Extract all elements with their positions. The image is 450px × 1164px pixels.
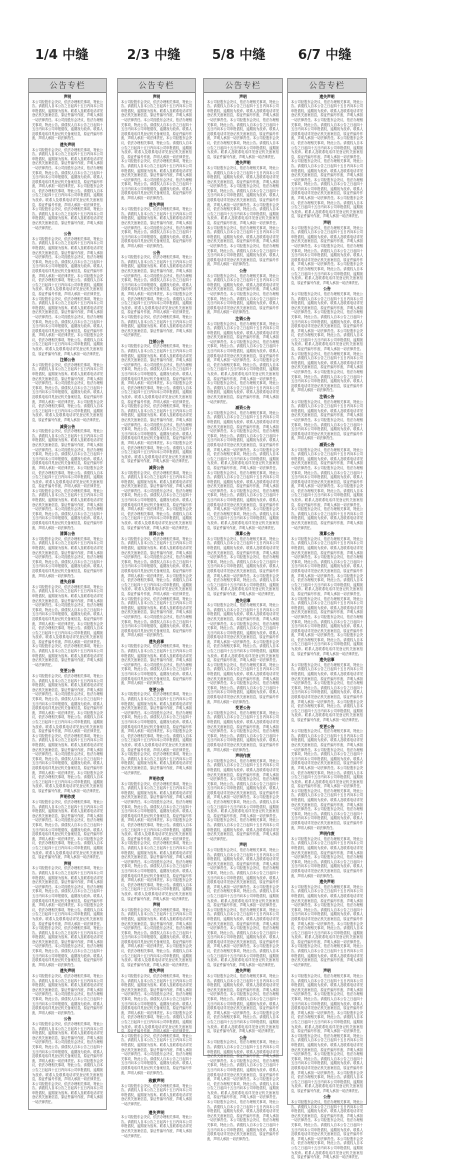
- column-title-1: 1/4 中缝: [35, 48, 89, 63]
- footer-notice-text: 本公司经股东会决议，依法办理相关事项，特此公告。请债权人自本公告之日起四十五日内向本公司申报债权，逾期视为放弃。联系人及联系电话详见登记机关备案信息，原证件编号作废，声明人承担一切法律责任。: [121, 1083, 192, 1107]
- notice-item: [291, 287, 363, 393]
- column-body: [288, 93, 366, 1164]
- notice-title: 注销公告: [148, 338, 165, 344]
- notice-text: 本公司经股东会决议，依法办理相关事项，特此公告。请债权人自本公告之日起四十五日内向本公司申报债权，逾期视为放弃。联系人及联系电话详见登记机关备案信息，原证件编号作废，声明人承担一切法律责任。本公司经股东会决议，依法办理相关事项，特此公告。请债权人自本公告之日起四十五日内向本公司申报债权，逾期视为放弃。联系人及联系电话详见登记机关备案信息，原证件编号作废，声明人承担一切法律责任。本公司经股东会决议，依法办理相关事项，特此公告。请债权人自本公告之日起四十五日内向本公司申报债权，逾期视为放弃。联系人及联系电话详见登记机关备案信息，原证件编号作废，声明人承担一切法律责任。本公司经股东会决议，依法办理相关事项，特此公告。请债权人自本公告之日起四十五日内向本公司申报债权，逾期视为放弃。联系人及联系电话详见登记机关备案信息，原证件编号作废，声明人承担一切法律责任。: [32, 1021, 103, 1105]
- notice-text: 本公司经股东会决议，依法办理相关事项，特此公告。请债权人自本公告之日起四十五日内向本公司申报债权，逾期视为放弃。联系人及联系电话详见登记机关备案信息，原证件编号作废，声明人承担一切法律责任。本公司经股东会决议，依法办理相关事项，特此公告。请债权人自本公告之日起四十五日内向本公司申报债权，逾期视为放弃。联系人及联系电话详见登记机关备案信息，原证件编号作废，声明人承担一切法律责任。: [32, 99, 103, 141]
- notice-item: [121, 251, 192, 338]
- notice-text: 本公司经股东会决议，依法办理相关事项，特此公告。请债权人自本公告之日起四十五日内向本公司申报债权，逾期视为放弃。联系人及联系电话详见登记机关备案信息，原证件编号作废，声明人承担一切法律责任。本公司经股东会决议，依法办理相关事项，特此公告。请债权人自本公告之日起四十五日内向本公司申报债权，逾期视为放弃。联系人及联系电话详见登记机关备案信息，原证件编号作废，声明人承担一切法律责任。本公司经股东会决议，依法办理相关事项，特此公告。请债权人自本公告之日起四十五日内向本公司申报债权，逾期视为放弃。联系人及联系电话详见登记机关备案信息，原证件编号作废，声明人承担一切法律责任。本公司经股东会决议，依法办理相关事项，特此公告。请债权人自本公告之日起四十五日内向本公司申报债权，逾期视为放弃。联系人及联系电话详见登记机关备案信息，原证件编号作废，声明人承担一切法律责任。本公司经股东会决议，依法办理相关事项，特此公告。请债权人自本公告之日起四十五日内向本公司申报债权，逾期视为放弃。联系人及联系电话详见登记机关备案信息，原证件编号作废，声明人承担一切法律责任。: [121, 536, 192, 638]
- column-header: 公告专栏: [204, 79, 282, 93]
- column-title-2: 2/3 中缝: [127, 48, 181, 63]
- footer-notice-text: 本公司经股东会决议，依法办理相关事项，特此公告。请债权人自本公告之日起四十五日内向本公司申报债权，逾期视为放弃。联系人及联系电话详见登记机关备案信息，原证件编号作废，声明人承担一切法律责任。: [121, 1115, 192, 1138]
- notice-title: 声明: [63, 860, 72, 866]
- notice-text: 本公司经股东会决议，依法办理相关事项，特此公告。请债权人自本公告之日起四十五日内向本公司申报债权，逾期视为放弃。联系人及联系电话详见登记机关备案信息，原证件编号作废，声明人承担一切法律责任。本公司经股东会决议，依法办理相关事项，特此公告。请债权人自本公告之日起四十五日内向本公司申报债权，逾期视为放弃。联系人及联系电话详见登记机关备案信息，原证件编号作废，声明人承担一切法律责任。本公司经股东会决议，依法办理相关事项，特此公告。请债权人自本公告之日起四十五日内向本公司申报债权，逾期视为放弃。联系人及联系电话详见登记机关备案信息，原证件编号作废，声明人承担一切法律责任。本公司经股东会决议，依法办理相关事项，特此公告。请债权人自本公告之日起四十五日内向本公司申报债权，逾期视为放弃。联系人及联系电话详见登记机关备案信息，原证件编号作废，声明人承担一切法律责任。本公司经股东会决议，依法办理相关事项，特此公告。请债权人自本公告之日起四十五日内向本公司申报债权，逾期视为放弃。联系人及联系电话详见登记机关备案信息，原证件编号作废，声明人承担一切法律责任。本公司经股东会决议，依法办理相关事项，特此公告。请债权人自本公告之日起四十五日内向本公司申报债权，逾期视为放弃。联系人及联系电话详见登记机关备案信息，原证件编号作废，声明人承担一切法律责任。: [121, 344, 192, 464]
- notice-title: 遗失声明: [59, 968, 76, 974]
- notice-title: 减资公告: [319, 441, 335, 447]
- notice-title: 公告: [323, 286, 331, 292]
- notice-item: [32, 358, 103, 422]
- notice-title: 声明作废: [235, 753, 251, 759]
- notice-item: [121, 903, 192, 967]
- notice-text: 本公司经股东会决议，依法办理相关事项，特此公告。请债权人自本公告之日起四十五日内向本公司申报债权，逾期视为放弃。联系人及联系电话详见登记机关备案信息，原证件编号作废，声明人承担一切法律责任。本公司经股东会决议，依法办理相关事项，特此公告。请债权人自本公告之日起四十五日内向本公司申报债权，逾期视为放弃。联系人及联系电话详见登记机关备案信息，原证件编号作废，声明人承担一切法律责任。本公司经股东会决议，依法办理相关事项，特此公告。请债权人自本公告之日起四十五日内向本公司申报债权，逾期视为放弃。联系人及联系电话详见登记机关备案信息，原证件编号作废，声明人承担一切法律责任。本公司经股东会决议，依法办理相关事项，特此公告。请债权人自本公告之日起四十五日内向本公司申报债权，逾期视为放弃。联系人及联系电话详见登记机关备案信息，原证件编号作废，声明人承担一切法律责任。: [207, 321, 279, 404]
- notice-text: 本公司经股东会决议，依法办理相关事项，特此公告。请债权人自本公告之日起四十五日内向本公司申报债权，逾期视为放弃。联系人及联系电话详见登记机关备案信息，原证件编号作废，声明人承担一切法律责任。本公司经股东会决议，依法办理相关事项，特此公告。请债权人自本公告之日起四十五日内向本公司申报债权，逾期视为放弃。联系人及联系电话详见登记机关备案信息，原证件编号作废，声明人承担一切法律责任。: [207, 273, 279, 315]
- notice-title: 声明: [63, 94, 72, 99]
- notice-item: [207, 161, 279, 267]
- notice-title: 遗失声明: [319, 94, 335, 99]
- notice-item: [207, 317, 279, 404]
- column-header: 公告专栏: [29, 79, 106, 93]
- notice-text: 本公司经股东会决议，依法办理相关事项，特此公告。请债权人自本公告之日起四十五日内向本公司申报债权，逾期视为放弃。联系人及联系电话详见登记机关备案信息，原证件编号作废，声明人承担一切法律责任。本公司经股东会决议，依法办理相关事项，特此公告。请债权人自本公告之日起四十五日内向本公司申报债权，逾期视为放弃。联系人及联系电话详见登记机关备案信息，原证件编号作废，声明人承担一切法律责任。本公司经股东会决议，依法办理相关事项，特此公告。请债权人自本公告之日起四十五日内向本公司申报债权，逾期视为放弃。联系人及联系电话详见登记机关备案信息，原证件编号作废，声明人承担一切法律责任。本公司经股东会决议，依法办理相关事项，特此公告。请债权人自本公告之日起四十五日内向本公司申报债权，逾期视为放弃。联系人及联系电话详见登记机关备案信息，原证件编号作废，声明人承担一切法律责任。本公司经股东会决议，依法办理相关事项，特此公告。请债权人自本公告之日起四十五日内向本公司申报债权，逾期视为放弃。联系人及联系电话详见登记机关备案信息，原证件编号作废，声明人承担一切法律责任。: [291, 291, 363, 393]
- notice-title: 注销公告: [235, 315, 251, 321]
- notice-item: [291, 880, 363, 967]
- notice-item: [207, 269, 279, 315]
- notice-item: [32, 1017, 103, 1104]
- notice-title: 遗失声明: [59, 141, 76, 147]
- notice-text: 本公司经股东会决议，依法办理相关事项，特此公告。请债权人自本公告之日起四十五日内向本公司申报债权，逾期视为放弃。联系人及联系电话详见登记机关备案信息，原证件编号作废，声明人承担一切法律责任。本公司经股东会决议，依法办理相关事项，特此公告。请债权人自本公告之日起四十五日内向本公司申报债权，逾期视为放弃。联系人及联系电话详见登记机关备案信息，原证件编号作废，声明人承担一切法律责任。本公司经股东会决议，依法办理相关事项，特此公告。请债权人自本公告之日起四十五日内向本公司申报债权，逾期视为放弃。联系人及联系电话详见登记机关备案信息，原证件编号作废，声明人承担一切法律责任。本公司经股东会决议，依法办理相关事项，特此公告。请债权人自本公告之日起四十五日内向本公司申报债权，逾期视为放弃。联系人及联系电话详见登记机关备案信息，原证件编号作废，声明人承担一切法律责任。: [32, 584, 103, 667]
- notice-item: [291, 443, 363, 530]
- notice-title: 声明: [152, 94, 161, 99]
- notice-text: 本公司经股东会决议，依法办理相关事项，特此公告。请债权人自本公告之日起四十五日内向本公司申报债权，逾期视为放弃。联系人及联系电话详见登记机关备案信息，原证件编号作废，声明人承担一切法律责任。本公司经股东会决议，依法办理相关事项，特此公告。请债权人自本公告之日起四十五日内向本公司申报债权，逾期视为放弃。联系人及联系电话详见登记机关备案信息，原证件编号作废，声明人承担一切法律责任。本公司经股东会决议，依法办理相关事项，特此公告。请债权人自本公告之日起四十五日内向本公司申报债权，逾期视为放弃。联系人及联系电话详见登记机关备案信息，原证件编号作废，声明人承担一切法律责任。本公司经股东会决议，依法办理相关事项，特此公告。请债权人自本公告之日起四十五日内向本公司申报债权，逾期视为放弃。联系人及联系电话详见登记机关备案信息，原证件编号作废，声明人承担一切法律责任。本公司经股东会决议，依法办理相关事项，特此公告。请债权人自本公告之日起四十五日内向本公司申报债权，逾期视为放弃。联系人及联系电话详见登记机关备案信息，原证件编号作废，声明人承担一切法律责任。: [207, 165, 279, 267]
- notice-title: 遗失声明: [235, 160, 251, 166]
- notice-title: 声明: [239, 94, 247, 99]
- notice-item: [32, 232, 103, 356]
- notice-text: 本公司经股东会决议，依法办理相关事项，特此公告。请债权人自本公告之日起四十五日内向本公司申报债权，逾期视为放弃。联系人及联系电话详见登记机关备案信息，原证件编号作废，声明人承担一切法律责任。本公司经股东会决议，依法办理相关事项，特此公告。请债权人自本公告之日起四十五日内向本公司申报债权，逾期视为放弃。联系人及联系电话详见登记机关备案信息，原证件编号作废，声明人承担一切法律责任。: [207, 710, 279, 752]
- notice-title: 公告: [323, 1094, 331, 1100]
- notice-item: [291, 969, 363, 1093]
- notice-item: [121, 969, 192, 1075]
- notice-item: [291, 221, 363, 285]
- notice-item: [32, 862, 103, 968]
- notice-item: [121, 688, 192, 775]
- notice-title: 遗失启事: [235, 597, 251, 603]
- notice-text: 本公司经股东会决议，依法办理相关事项，特此公告。请债权人自本公告之日起四十五日内向本公司申报债权，逾期视为放弃。联系人及联系电话详见登记机关备案信息，原证件编号作废，声明人承担一切法律责任。本公司经股东会决议，依法办理相关事项，特此公告。请债权人自本公告之日起四十五日内向本公司申报债权，逾期视为放弃。联系人及联系电话详见登记机关备案信息，原证件编号作废，声明人承担一切法律责任。本公司经股东会决议，依法办理相关事项，特此公告。请债权人自本公告之日起四十五日内向本公司申报债权，逾期视为放弃。联系人及联系电话详见登记机关备案信息，原证件编号作废，声明人承担一切法律责任。: [291, 662, 363, 722]
- notice-title: 声明: [323, 220, 331, 226]
- notice-text: 本公司经股东会决议，依法办理相关事项，特此公告。请债权人自本公告之日起四十五日内向本公司申报债权，逾期视为放弃。联系人及联系电话详见登记机关备案信息，原证件编号作废，声明人承担一切法律责任。本公司经股东会决议，依法办理相关事项，特此公告。请债权人自本公告之日起四十五日内向本公司申报债权，逾期视为放弃。联系人及联系电话详见登记机关备案信息，原证件编号作废，声明人承担一切法律责任。本公司经股东会决议，依法办理相关事项，特此公告。请债权人自本公告之日起四十五日内向本公司申报债权，逾期视为放弃。联系人及联系电话详见登记机关备案信息，原证件编号作废，声明人承担一切法律责任。本公司经股东会决议，依法办理相关事项，特此公告。请债权人自本公告之日起四十五日内向本公司申报债权，逾期视为放弃。联系人及联系电话详见登记机关备案信息，原证件编号作废，声明人承担一切法律责任。本公司经股东会决议，依法办理相关事项，特此公告。请债权人自本公告之日起四十五日内向本公司申报债权，逾期视为放弃。联系人及联系电话详见登记机关备案信息，原证件编号作废，声明人承担一切法律责任。本公司经股东会决议，依法办理相关事项，特此公告。请债权人自本公告之日起四十五日内向本公司申报债权，逾期视为放弃。联系人及联系电话详见登记机关备案信息，原证件编号作废，声明人承担一切法律责任。: [207, 410, 279, 530]
- notice-title: 注销公告: [319, 394, 335, 399]
- notice-title: 遗失启事: [148, 638, 165, 644]
- notice-title: 声明: [152, 902, 161, 908]
- notice-item: [291, 532, 363, 656]
- notice-text: 本公司经股东会决议，依法办理相关事项，特此公告。请债权人自本公告之日起四十五日内向本公司申报债权，逾期视为放弃。联系人及联系电话详见登记机关备案信息，原证件编号作废，声明人承担一切法律责任。本公司经股东会决议，依法办理相关事项，特此公告。请债权人自本公告之日起四十五日内向本公司申报债权，逾期视为放弃。联系人及联系电话详见登记机关备案信息，原证件编号作废，声明人承担一切法律责任。本公司经股东会决议，依法办理相关事项，特此公告。请债权人自本公告之日起四十五日内向本公司申报债权，逾期视为放弃。联系人及联系电话详见登记机关备案信息，原证件编号作废，声明人承担一切法律责任。本公司经股东会决议，依法办理相关事项，特此公告。请债权人自本公告之日起四十五日内向本公司申报债权，逾期视为放弃。联系人及联系电话详见登记机关备案信息，原证件编号作废，声明人承担一切法律责任。本公司经股东会决议，依法办理相关事项，特此公告。请债权人自本公告之日起四十五日内向本公司申报债权，逾期视为放弃。联系人及联系电话详见登记机关备案信息，原证件编号作废，声明人承担一切法律责任。: [207, 1040, 279, 1141]
- notice-item: [32, 669, 103, 793]
- notice-text: 本公司经股东会决议，依法办理相关事项，特此公告。请债权人自本公告之日起四十五日内向本公司申报债权，逾期视为放弃。联系人及联系电话详见登记机关备案信息，原证件编号作废，声明人承担一切法律责任。本公司经股东会决议，依法办理相关事项，特此公告。请债权人自本公告之日起四十五日内向本公司申报债权，逾期视为放弃。联系人及联系电话详见登记机关备案信息，原证件编号作废，声明人承担一切法律责任。本公司经股东会决议，依法办理相关事项，特此公告。请债权人自本公告之日起四十五日内向本公司申报债权，逾期视为放弃。联系人及联系电话详见登记机关备案信息，原证件编号作废，声明人承担一切法律责任。本公司经股东会决议，依法办理相关事项，特此公告。请债权人自本公告之日起四十五日内向本公司申报债权，逾期视为放弃。联系人及联系电话详见登记机关备案信息，原证件编号作废，声明人承担一切法律责任。: [32, 147, 103, 230]
- notice-title: 变更公告: [319, 723, 335, 729]
- notice-text: 本公司经股东会决议，依法办理相关事项，特此公告。请债权人自本公告之日起四十五日内向本公司申报债权，逾期视为放弃。联系人及联系电话详见登记机关备案信息，原证件编号作废，声明人承担一切法律责任。本公司经股东会决议，依法办理相关事项，特此公告。请债权人自本公告之日起四十五日内向本公司申报债权，逾期视为放弃。联系人及联系电话详见登记机关备案信息，原证件编号作废，声明人承担一切法律责任。: [121, 207, 192, 248]
- notice-title: 遗失声明: [148, 201, 165, 207]
- column-body: [204, 93, 282, 1145]
- notice-item: [291, 95, 363, 219]
- column-header: 公告专栏: [288, 79, 366, 93]
- notice-text: 本公司经股东会决议，依法办理相关事项，特此公告。请债权人自本公告之日起四十五日内向本公司申报债权，逾期视为放弃。联系人及联系电话详见登记机关备案信息，原证件编号作废，声明人承担一切法律责任。本公司经股东会决议，依法办理相关事项，特此公告。请债权人自本公告之日起四十五日内向本公司申报债权，逾期视为放弃。联系人及联系电话详见登记机关备案信息，原证件编号作废，声明人承担一切法律责任。本公司经股东会决议，依法办理相关事项，特此公告。请债权人自本公告之日起四十五日内向本公司申报债权，逾期视为放弃。联系人及联系电话详见登记机关备案信息，原证件编号作废，声明人承担一切法律责任。本公司经股东会决议，依法办理相关事项，特此公告。请债权人自本公告之日起四十五日内向本公司申报债权，逾期视为放弃。联系人及联系电话详见登记机关备案信息，原证件编号作废，声明人承担一切法律责任。: [121, 692, 192, 775]
- notice-column-1: [28, 78, 107, 1110]
- column-body: [29, 93, 106, 1109]
- notice-title: 声明作废: [59, 794, 76, 800]
- notice-item: [121, 95, 192, 201]
- notice-item: [291, 395, 363, 441]
- notice-column-4: [287, 78, 367, 1160]
- notice-text: 本公司经股东会决议，依法办理相关事项，特此公告。请债权人自本公告之日起四十五日内向本公司申报债权，逾期视为放弃。联系人及联系电话详见登记机关备案信息，原证件编号作废，声明人承担一切法律责任。本公司经股东会决议，依法办理相关事项，特此公告。请债权人自本公告之日起四十五日内向本公司申报债权，逾期视为放弃。联系人及联系电话详见登记机关备案信息，原证件编号作废，声明人承担一切法律责任。本公司经股东会决议，依法办理相关事项，特此公告。请债权人自本公告之日起四十五日内向本公司申报债权，逾期视为放弃。联系人及联系电话详见登记机关备案信息，原证件编号作废，声明人承担一切法律责任。本公司经股东会决议，依法办理相关事项，特此公告。请债权人自本公告之日起四十五日内向本公司申报债权，逾期视为放弃。联系人及联系电话详见登记机关备案信息，原证件编号作废，声明人承担一切法律责任。本公司经股东会决议，依法办理相关事项，特此公告。请债权人自本公告之日起四十五日内向本公司申报债权，逾期视为放弃。联系人及联系电话详见登记机关备案信息，原证件编号作废，声明人承担一切法律责任。本公司经股东会决议，依法办理相关事项，特此公告。请债权人自本公告之日起四十五日内向本公司申报债权，逾期视为放弃。联系人及联系电话详见登记机关备案信息，原证件编号作废，声明人承担一切法律责任。: [121, 781, 192, 901]
- notice-title: 变更公告: [59, 668, 76, 674]
- notice-item: [291, 1095, 363, 1159]
- notice-item: [121, 340, 192, 464]
- column-title-4: 6/7 中缝: [298, 48, 352, 63]
- notice-title: 声明作废: [319, 831, 335, 837]
- notice-item: [207, 95, 279, 159]
- notice-title: 清算公告: [148, 531, 165, 537]
- notice-title: 变更公告: [148, 686, 165, 692]
- notice-text: 本公司经股东会决议，依法办理相关事项，特此公告。请债权人自本公告之日起四十五日内向本公司申报债权，逾期视为放弃。联系人及联系电话详见登记机关备案信息，原证件编号作废，声明人承担一切法律责任。本公司经股东会决议，依法办理相关事项，特此公告。请债权人自本公告之日起四十五日内向本公司申报债权，逾期视为放弃。联系人及联系电话详见登记机关备案信息，原证件编号作废，声明人承担一切法律责任。本公司经股东会决议，依法办理相关事项，特此公告。请债权人自本公告之日起四十五日内向本公司申报债权，逾期视为放弃。联系人及联系电话详见登记机关备案信息，原证件编号作废，声明人承担一切法律责任。本公司经股东会决议，依法办理相关事项，特此公告。请债权人自本公告之日起四十五日内向本公司申报债权，逾期视为放弃。联系人及联系电话详见登记机关备案信息，原证件编号作废，声明人承担一切法律责任。本公司经股东会决议，依法办理相关事项，特此公告。请债权人自本公告之日起四十五日内向本公司申报债权，逾期视为放弃。联系人及联系电话详见登记机关备案信息，原证件编号作废，声明人承担一切法律责任。: [291, 729, 363, 830]
- notice-text: 本公司经股东会决议，依法办理相关事项，特此公告。请债权人自本公告之日起四十五日内向本公司申报债权，逾期视为放弃。联系人及联系电话详见登记机关备案信息，原证件编号作废，声明人承担一切法律责任。本公司经股东会决议，依法办理相关事项，特此公告。请债权人自本公告之日起四十五日内向本公司申报债权，逾期视为放弃。联系人及联系电话详见登记机关备案信息，原证件编号作废，声明人承担一切法律责任。: [32, 536, 103, 578]
- notice-title: 公告: [152, 249, 161, 255]
- notice-text: 本公司经股东会决议，依法办理相关事项，特此公告。请债权人自本公告之日起四十五日内向本公司申报债权，逾期视为放弃。联系人及联系电话详见登记机关备案信息，原证件编号作废，声明人承担一切法律责任。本公司经股东会决议，依法办理相关事项，特此公告。请债权人自本公告之日起四十五日内向本公司申报债权，逾期视为放弃。联系人及联系电话详见登记机关备案信息，原证件编号作废，声明人承担一切法律责任。本公司经股东会决议，依法办理相关事项，特此公告。请债权人自本公告之日起四十五日内向本公司申报债权，逾期视为放弃。联系人及联系电话详见登记机关备案信息，原证件编号作废，声明人承担一切法律责任。本公司经股东会决议，依法办理相关事项，特此公告。请债权人自本公告之日起四十五日内向本公司申报债权，逾期视为放弃。联系人及联系电话详见登记机关备案信息，原证件编号作废，声明人承担一切法律责任。本公司经股东会决议，依法办理相关事项，特此公告。请债权人自本公告之日起四十五日内向本公司申报债权，逾期视为放弃。联系人及联系电话详见登记机关备案信息，原证件编号作废，声明人承担一切法律责任。本公司经股东会决议，依法办理相关事项，特此公告。请债权人自本公告之日起四十五日内向本公司申报债权，逾期视为放弃。联系人及联系电话详见登记机关备案信息，原证件编号作废，声明人承担一切法律责任。: [291, 99, 363, 219]
- notice-text: 本公司经股东会决议，依法办理相关事项，特此公告。请债权人自本公告之日起四十五日内向本公司申报债权，逾期视为放弃。联系人及联系电话详见登记机关备案信息，原证件编号作废，声明人承担一切法律责任。本公司经股东会决议，依法办理相关事项，特此公告。请债权人自本公告之日起四十五日内向本公司申报债权，逾期视为放弃。联系人及联系电话详见登记机关备案信息，原证件编号作废，声明人承担一切法律责任。本公司经股东会决议，依法办理相关事项，特此公告。请债权人自本公告之日起四十五日内向本公司申报债权，逾期视为放弃。联系人及联系电话详见登记机关备案信息，原证件编号作废，声明人承担一切法律责任。本公司经股东会决议，依法办理相关事项，特此公告。请债权人自本公告之日起四十五日内向本公司申报债权，逾期视为放弃。联系人及联系电话详见登记机关备案信息，原证件编号作废，声明人承担一切法律责任。: [207, 758, 279, 841]
- notice-title: 遗失声明: [148, 968, 165, 974]
- notice-text: 本公司经股东会决议，依法办理相关事项，特此公告。请债权人自本公告之日起四十五日内向本公司申报债权，逾期视为放弃。联系人及联系电话详见登记机关备案信息，原证件编号作废，声明人承担一切法律责任。本公司经股东会决议，依法办理相关事项，特此公告。请债权人自本公告之日起四十五日内向本公司申报债权，逾期视为放弃。联系人及联系电话详见登记机关备案信息，原证件编号作废，声明人承担一切法律责任。本公司经股东会决议，依法办理相关事项，特此公告。请债权人自本公告之日起四十五日内向本公司申报债权，逾期视为放弃。联系人及联系电话详见登记机关备案信息，原证件编号作废，声明人承担一切法律责任。: [32, 800, 103, 860]
- notice-title: 遗失启事: [59, 579, 76, 585]
- notice-item: [207, 969, 279, 1033]
- notice-item: [291, 725, 363, 831]
- notice-item: [121, 466, 192, 530]
- column-title-3: 5/8 中缝: [212, 48, 266, 63]
- notice-title: 公告: [239, 1034, 247, 1040]
- notice-text: 本公司经股东会决议，依法办理相关事项，特此公告。请债权人自本公告之日起四十五日内向本公司申报债权，逾期视为放弃。联系人及联系电话详见登记机关备案信息，原证件编号作废，声明人承担一切法律责任。本公司经股东会决议，依法办理相关事项，特此公告。请债权人自本公告之日起四十五日内向本公司申报债权，逾期视为放弃。联系人及联系电话详见登记机关备案信息，原证件编号作废，声明人承担一切法律责任。本公司经股东会决议，依法办理相关事项，特此公告。请债权人自本公告之日起四十五日内向本公司申报债权，逾期视为放弃。联系人及联系电话详见登记机关备案信息，原证件编号作废，声明人承担一切法律责任。: [32, 362, 103, 422]
- notice-item: [32, 580, 103, 667]
- notice-item: [207, 532, 279, 596]
- notice-text: 本公司经股东会决议，依法办理相关事项，特此公告。请债权人自本公告之日起四十五日内向本公司申报债权，逾期视为放弃。联系人及联系电话详见登记机关备案信息，原证件编号作废，声明人承担一切法律责任。本公司经股东会决议，依法办理相关事项，特此公告。请债权人自本公告之日起四十五日内向本公司申报债权，逾期视为放弃。联系人及联系电话详见登记机关备案信息，原证件编号作废，声明人承担一切法律责任。本公司经股东会决议，依法办理相关事项，特此公告。请债权人自本公告之日起四十五日内向本公司申报债权，逾期视为放弃。联系人及联系电话详见登记机关备案信息，原证件编号作废，声明人承担一切法律责任。本公司经股东会决议，依法办理相关事项，特此公告。请债权人自本公告之日起四十五日内向本公司申报债权，逾期视为放弃。联系人及联系电话详见登记机关备案信息，原证件编号作废，声明人承担一切法律责任。本公司经股东会决议，依法办理相关事项，特此公告。请债权人自本公告之日起四十五日内向本公司申报债权，逾期视为放弃。联系人及联系电话详见登记机关备案信息，原证件编号作废，声明人承担一切法律责任。: [207, 603, 279, 704]
- notice-item: [207, 754, 279, 841]
- notice-item: [121, 640, 192, 686]
- notice-text: 本公司经股东会决议，依法办理相关事项，特此公告。请债权人自本公告之日起四十五日内向本公司申报债权，逾期视为放弃。联系人及联系电话详见登记机关备案信息，原证件编号作废，声明人承担一切法律责任。本公司经股东会决议，依法办理相关事项，特此公告。请债权人自本公告之日起四十五日内向本公司申报债权，逾期视为放弃。联系人及联系电话详见登记机关备案信息，原证件编号作废，声明人承担一切法律责任。本公司经股东会决议，依法办理相关事项，特此公告。请债权人自本公告之日起四十五日内向本公司申报债权，逾期视为放弃。联系人及联系电话详见登记机关备案信息，原证件编号作废，声明人承担一切法律责任。: [207, 536, 279, 596]
- notice-column-2: [117, 78, 196, 1138]
- notice-item: [207, 406, 279, 530]
- notice-text: 本公司经股东会决议，依法办理相关事项，特此公告。请债权人自本公告之日起四十五日内向本公司申报债权，逾期视为放弃。联系人及联系电话详见登记机关备案信息，原证件编号作废，声明人承担一切法律责任。本公司经股东会决议，依法办理相关事项，特此公告。请债权人自本公告之日起四十五日内向本公司申报债权，逾期视为放弃。联系人及联系电话详见登记机关备案信息，原证件编号作废，声明人承担一切法律责任。本公司经股东会决议，依法办理相关事项，特此公告。请债权人自本公告之日起四十五日内向本公司申报债权，逾期视为放弃。联系人及联系电话详见登记机关备案信息，原证件编号作废，声明人承担一切法律责任。: [121, 470, 192, 530]
- notice-item: [207, 706, 279, 752]
- notice-item: [207, 843, 279, 967]
- notice-text: 本公司经股东会决议，依法办理相关事项，特此公告。请债权人自本公告之日起四十五日内向本公司申报债权，逾期视为放弃。联系人及联系电话详见登记机关备案信息，原证件编号作废，声明人承担一切法律责任。本公司经股东会决议，依法办理相关事项，特此公告。请债权人自本公告之日起四十五日内向本公司申报债权，逾期视为放弃。联系人及联系电话详见登记机关备案信息，原证件编号作废，声明人承担一切法律责任。: [32, 974, 103, 1015]
- notice-text: 本公司经股东会决议，依法办理相关事项，特此公告。请债权人自本公告之日起四十五日内向本公司申报债权，逾期视为放弃。联系人及联系电话详见登记机关备案信息，原证件编号作废，声明人承担一切法律责任。本公司经股东会决议，依法办理相关事项，特此公告。请债权人自本公告之日起四十五日内向本公司申报债权，逾期视为放弃。联系人及联系电话详见登记机关备案信息，原证件编号作废，声明人承担一切法律责任。本公司经股东会决议，依法办理相关事项，特此公告。请债权人自本公告之日起四十五日内向本公司申报债权，逾期视为放弃。联系人及联系电话详见登记机关备案信息，原证件编号作废，声明人承担一切法律责任。: [121, 907, 192, 967]
- notice-text: 本公司经股东会决议，依法办理相关事项，特此公告。请债权人自本公告之日起四十五日内向本公司申报债权，逾期视为放弃。联系人及联系电话详见登记机关备案信息，原证件编号作废，声明人承担一切法律责任。本公司经股东会决议，依法办理相关事项，特此公告。请债权人自本公告之日起四十五日内向本公司申报债权，逾期视为放弃。联系人及联系电话详见登记机关备案信息，原证件编号作废，声明人承担一切法律责任。本公司经股东会决议，依法办理相关事项，特此公告。请债权人自本公告之日起四十五日内向本公司申报债权，逾期视为放弃。联系人及联系电话详见登记机关备案信息，原证件编号作废，声明人承担一切法律责任。本公司经股东会决议，依法办理相关事项，特此公告。请债权人自本公告之日起四十五日内向本公司申报债权，逾期视为放弃。联系人及联系电话详见登记机关备案信息，原证件编号作废，声明人承担一切法律责任。本公司经股东会决议，依法办理相关事项，特此公告。请债权人自本公告之日起四十五日内向本公司申报债权，逾期视为放弃。联系人及联系电话详见登记机关备案信息，原证件编号作废，声明人承担一切法律责任。: [32, 429, 103, 530]
- notice-text: 本公司经股东会决议，依法办理相关事项，特此公告。请债权人自本公告之日起四十五日内向本公司申报债权，逾期视为放弃。联系人及联系电话详见登记机关备案信息，原证件编号作废，声明人承担一切法律责任。本公司经股东会决议，依法办理相关事项，特此公告。请债权人自本公告之日起四十五日内向本公司申报债权，逾期视为放弃。联系人及联系电话详见登记机关备案信息，原证件编号作废，声明人承担一切法律责任。本公司经股东会决议，依法办理相关事项，特此公告。请债权人自本公告之日起四十五日内向本公司申报债权，逾期视为放弃。联系人及联系电话详见登记机关备案信息，原证件编号作废，声明人承担一切法律责任。本公司经股东会决议，依法办理相关事项，特此公告。请债权人自本公告之日起四十五日内向本公司申报债权，逾期视为放弃。联系人及联系电话详见登记机关备案信息，原证件编号作废，声明人承担一切法律责任。: [121, 255, 192, 338]
- notice-title: 公告: [63, 231, 72, 237]
- notice-title: 遗失声明: [235, 968, 251, 974]
- notice-text: 本公司经股东会决议，依法办理相关事项，特此公告。请债权人自本公告之日起四十五日内向本公司申报债权，逾期视为放弃。联系人及联系电话详见登记机关备案信息，原证件编号作废，声明人承担一切法律责任。本公司经股东会决议，依法办理相关事项，特此公告。请债权人自本公告之日起四十五日内向本公司申报债权，逾期视为放弃。联系人及联系电话详见登记机关备案信息，原证件编号作废，声明人承担一切法律责任。本公司经股东会决议，依法办理相关事项，特此公告。请债权人自本公告之日起四十五日内向本公司申报债权，逾期视为放弃。联系人及联系电话详见登记机关备案信息，原证件编号作废，声明人承担一切法律责任。: [291, 225, 363, 285]
- notice-title: 公告: [63, 1016, 72, 1022]
- notice-text: 本公司经股东会决议，依法办理相关事项，特此公告。请债权人自本公告之日起四十五日内向本公司申报债权，逾期视为放弃。联系人及联系电话详见登记机关备案信息，原证件编号作废，声明人承担一切法律责任。本公司经股东会决议，依法办理相关事项，特此公告。请债权人自本公告之日起四十五日内向本公司申报债权，逾期视为放弃。联系人及联系电话详见登记机关备案信息，原证件编号作废，声明人承担一切法律责任。本公司经股东会决议，依法办理相关事项，特此公告。请债权人自本公告之日起四十五日内向本公司申报债权，逾期视为放弃。联系人及联系电话详见登记机关备案信息，原证件编号作废，声明人承担一切法律责任。本公司经股东会决议，依法办理相关事项，特此公告。请债权人自本公告之日起四十五日内向本公司申报债权，逾期视为放弃。联系人及联系电话详见登记机关备案信息，原证件编号作废，声明人承担一切法律责任。本公司经股东会决议，依法办理相关事项，特此公告。请债权人自本公告之日起四十五日内向本公司申报债权，逾期视为放弃。联系人及联系电话详见登记机关备案信息，原证件编号作废，声明人承担一切法律责任。: [32, 866, 103, 967]
- notice-text: 本公司经股东会决议，依法办理相关事项，特此公告。请债权人自本公告之日起四十五日内向本公司申报债权，逾期视为放弃。联系人及联系电话详见登记机关备案信息，原证件编号作废，声明人承担一切法律责任。本公司经股东会决议，依法办理相关事项，特此公告。请债权人自本公告之日起四十五日内向本公司申报债权，逾期视为放弃。联系人及联系电话详见登记机关备案信息，原证件编号作废，声明人承担一切法律责任。本公司经股东会决议，依法办理相关事项，特此公告。请债权人自本公告之日起四十五日内向本公司申报债权，逾期视为放弃。联系人及联系电话详见登记机关备案信息，原证件编号作废，声明人承担一切法律责任。: [291, 1100, 363, 1160]
- notice-item: [32, 532, 103, 578]
- notice-text: 本公司经股东会决议，依法办理相关事项，特此公告。请债权人自本公告之日起四十五日内向本公司申报债权，逾期视为放弃。联系人及联系电话详见登记机关备案信息，原证件编号作废，声明人承担一切法律责任。本公司经股东会决议，依法办理相关事项，特此公告。请债权人自本公告之日起四十五日内向本公司申报债权，逾期视为放弃。联系人及联系电话详见登记机关备案信息，原证件编号作废，声明人承担一切法律责任。本公司经股东会决议，依法办理相关事项，特此公告。请债权人自本公告之日起四十五日内向本公司申报债权，逾期视为放弃。联系人及联系电话详见登记机关备案信息，原证件编号作废，声明人承担一切法律责任。: [207, 99, 279, 159]
- column-header: 公告专栏: [118, 79, 195, 93]
- notice-item: [121, 203, 192, 249]
- notice-title: 遗失启事: [319, 657, 335, 663]
- notice-item: [291, 658, 363, 722]
- column-body: [118, 93, 195, 1142]
- notice-text: 本公司经股东会决议，依法办理相关事项，特此公告。请债权人自本公告之日起四十五日内向本公司申报债权，逾期视为放弃。联系人及联系电话详见登记机关备案信息，原证件编号作废，声明人承担一切法律责任。本公司经股东会决议，依法办理相关事项，特此公告。请债权人自本公告之日起四十五日内向本公司申报债权，逾期视为放弃。联系人及联系电话详见登记机关备案信息，原证件编号作废，声明人承担一切法律责任。本公司经股东会决议，依法办理相关事项，特此公告。请债权人自本公告之日起四十五日内向本公司申报债权，逾期视为放弃。联系人及联系电话详见登记机关备案信息，原证件编号作废，声明人承担一切法律责任。本公司经股东会决议，依法办理相关事项，特此公告。请债权人自本公告之日起四十五日内向本公司申报债权，逾期视为放弃。联系人及联系电话详见登记机关备案信息，原证件编号作废，声明人承担一切法律责任。: [291, 884, 363, 967]
- notice-title: 声明: [239, 842, 247, 848]
- footer-notice-title: 致歉声明: [148, 1078, 165, 1084]
- notice-text: 本公司经股东会决议，依法办理相关事项，特此公告。请债权人自本公告之日起四十五日内向本公司申报债权，逾期视为放弃。联系人及联系电话详见登记机关备案信息，原证件编号作废，声明人承担一切法律责任。本公司经股东会决议，依法办理相关事项，特此公告。请债权人自本公告之日起四十五日内向本公司申报债权，逾期视为放弃。联系人及联系电话详见登记机关备案信息，原证件编号作废，声明人承担一切法律责任。: [121, 644, 192, 686]
- notice-item: [32, 969, 103, 1015]
- notice-item: [121, 777, 192, 901]
- notice-title: 减资公告: [59, 423, 76, 429]
- notice-text: 本公司经股东会决议，依法办理相关事项，特此公告。请债权人自本公告之日起四十五日内向本公司申报债权，逾期视为放弃。联系人及联系电话详见登记机关备案信息，原证件编号作废，声明人承担一切法律责任。本公司经股东会决议，依法办理相关事项，特此公告。请债权人自本公告之日起四十五日内向本公司申报债权，逾期视为放弃。联系人及联系电话详见登记机关备案信息，原证件编号作废，声明人承担一切法律责任。本公司经股东会决议，依法办理相关事项，特此公告。请债权人自本公告之日起四十五日内向本公司申报债权，逾期视为放弃。联系人及联系电话详见登记机关备案信息，原证件编号作废，声明人承担一切法律责任。本公司经股东会决议，依法办理相关事项，特此公告。请债权人自本公告之日起四十五日内向本公司申报债权，逾期视为放弃。联系人及联系电话详见登记机关备案信息，原证件编号作废，声明人承担一切法律责任。本公司经股东会决议，依法办理相关事项，特此公告。请债权人自本公告之日起四十五日内向本公司申报债权，逾期视为放弃。联系人及联系电话详见登记机关备案信息，原证件编号作废，声明人承担一切法律责任。本公司经股东会决议，依法办理相关事项，特此公告。请债权人自本公告之日起四十五日内向本公司申报债权，逾期视为放弃。联系人及联系电话详见登记机关备案信息，原证件编号作废，声明人承担一切法律责任。: [291, 536, 363, 656]
- notice-title: 清算公告: [319, 531, 335, 537]
- notice-item: [207, 1036, 279, 1142]
- notice-text: 本公司经股东会决议，依法办理相关事项，特此公告。请债权人自本公告之日起四十五日内向本公司申报债权，逾期视为放弃。联系人及联系电话详见登记机关备案信息，原证件编号作废，声明人承担一切法律责任。本公司经股东会决议，依法办理相关事项，特此公告。请债权人自本公告之日起四十五日内向本公司申报债权，逾期视为放弃。联系人及联系电话详见登记机关备案信息，原证件编号作废，声明人承担一切法律责任。本公司经股东会决议，依法办理相关事项，特此公告。请债权人自本公告之日起四十五日内向本公司申报债权，逾期视为放弃。联系人及联系电话详见登记机关备案信息，原证件编号作废，声明人承担一切法律责任。本公司经股东会决议，依法办理相关事项，特此公告。请债权人自本公告之日起四十五日内向本公司申报债权，逾期视为放弃。联系人及联系电话详见登记机关备案信息，原证件编号作废，声明人承担一切法律责任。本公司经股东会决议，依法办理相关事项，特此公告。请债权人自本公告之日起四十五日内向本公司申报债权，逾期视为放弃。联系人及联系电话详见登记机关备案信息，原证件编号作废，声明人承担一切法律责任。本公司经股东会决议，依法办理相关事项，特此公告。请债权人自本公告之日起四十五日内向本公司申报债权，逾期视为放弃。联系人及联系电话详见登记机关备案信息，原证件编号作废，声明人承担一切法律责任。: [207, 848, 279, 967]
- notice-title: 注销公告: [59, 357, 76, 363]
- notice-item: [32, 795, 103, 859]
- notice-title: 遗失声明: [319, 879, 335, 885]
- notice-text: 本公司经股东会决议，依法办理相关事项，特此公告。请债权人自本公告之日起四十五日内向本公司申报债权，逾期视为放弃。联系人及联系电话详见登记机关备案信息，原证件编号作废，声明人承担一切法律责任。本公司经股东会决议，依法办理相关事项，特此公告。请债权人自本公告之日起四十五日内向本公司申报债权，逾期视为放弃。联系人及联系电话详见登记机关备案信息，原证件编号作废，声明人承担一切法律责任。本公司经股东会决议，依法办理相关事项，特此公告。请债权人自本公告之日起四十五日内向本公司申报债权，逾期视为放弃。联系人及联系电话详见登记机关备案信息，原证件编号作废，声明人承担一切法律责任。本公司经股东会决议，依法办理相关事项，特此公告。请债权人自本公告之日起四十五日内向本公司申报债权，逾期视为放弃。联系人及联系电话详见登记机关备案信息，原证件编号作废，声明人承担一切法律责任。本公司经股东会决议，依法办理相关事项，特此公告。请债权人自本公告之日起四十五日内向本公司申报债权，逾期视为放弃。联系人及联系电话详见登记机关备案信息，原证件编号作废，声明人承担一切法律责任。本公司经股东会决议，依法办理相关事项，特此公告。请债权人自本公告之日起四十五日内向本公司申报债权，逾期视为放弃。联系人及联系电话详见登记机关备案信息，原证件编号作废，声明人承担一切法律责任。: [32, 674, 103, 793]
- notice-title: 公告: [239, 267, 247, 273]
- notice-title: 声明作废: [148, 776, 165, 782]
- notice-title: 变更公告: [235, 705, 251, 711]
- notice-item: [32, 425, 103, 531]
- notice-text: 本公司经股东会决议，依法办理相关事项，特此公告。请债权人自本公告之日起四十五日内向本公司申报债权，逾期视为放弃。联系人及联系电话详见登记机关备案信息，原证件编号作废，声明人承担一切法律责任。本公司经股东会决议，依法办理相关事项，特此公告。请债权人自本公告之日起四十五日内向本公司申报债权，逾期视为放弃。联系人及联系电话详见登记机关备案信息，原证件编号作废，声明人承担一切法律责任。本公司经股东会决议，依法办理相关事项，特此公告。请债权人自本公告之日起四十五日内向本公司申报债权，逾期视为放弃。联系人及联系电话详见登记机关备案信息，原证件编号作废，声明人承担一切法律责任。本公司经股东会决议，依法办理相关事项，特此公告。请债权人自本公告之日起四十五日内向本公司申报债权，逾期视为放弃。联系人及联系电话详见登记机关备案信息，原证件编号作废，声明人承担一切法律责任。本公司经股东会决议，依法办理相关事项，特此公告。请债权人自本公告之日起四十五日内向本公司申报债权，逾期视为放弃。联系人及联系电话详见登记机关备案信息，原证件编号作废，声明人承担一切法律责任。: [121, 974, 192, 1075]
- notice-title: 减资公告: [235, 405, 251, 411]
- notice-text: 本公司经股东会决议，依法办理相关事项，特此公告。请债权人自本公告之日起四十五日内向本公司申报债权，逾期视为放弃。联系人及联系电话详见登记机关备案信息，原证件编号作废，声明人承担一切法律责任。本公司经股东会决议，依法办理相关事项，特此公告。请债权人自本公告之日起四十五日内向本公司申报债权，逾期视为放弃。联系人及联系电话详见登记机关备案信息，原证件编号作废，声明人承担一切法律责任。本公司经股东会决议，依法办理相关事项，特此公告。请债权人自本公告之日起四十五日内向本公司申报债权，逾期视为放弃。联系人及联系电话详见登记机关备案信息，原证件编号作废，声明人承担一切法律责任。本公司经股东会决议，依法办理相关事项，特此公告。请债权人自本公告之日起四十五日内向本公司申报债权，逾期视为放弃。联系人及联系电话详见登记机关备案信息，原证件编号作废，声明人承担一切法律责任。: [291, 447, 363, 530]
- notice-text: 本公司经股东会决议，依法办理相关事项，特此公告。请债权人自本公告之日起四十五日内向本公司申报债权，逾期视为放弃。联系人及联系电话详见登记机关备案信息，原证件编号作废，声明人承担一切法律责任。本公司经股东会决议，依法办理相关事项，特此公告。请债权人自本公告之日起四十五日内向本公司申报债权，逾期视为放弃。联系人及联系电话详见登记机关备案信息，原证件编号作废，声明人承担一切法律责任。: [291, 836, 363, 878]
- notice-text: 本公司经股东会决议，依法办理相关事项，特此公告。请债权人自本公告之日起四十五日内向本公司申报债权，逾期视为放弃。联系人及联系电话详见登记机关备案信息，原证件编号作废，声明人承担一切法律责任。本公司经股东会决议，依法办理相关事项，特此公告。请债权人自本公告之日起四十五日内向本公司申报债权，逾期视为放弃。联系人及联系电话详见登记机关备案信息，原证件编号作废，声明人承担一切法律责任。本公司经股东会决议，依法办理相关事项，特此公告。请债权人自本公告之日起四十五日内向本公司申报债权，逾期视为放弃。联系人及联系电话详见登记机关备案信息，原证件编号作废，声明人承担一切法律责任。本公司经股东会决议，依法办理相关事项，特此公告。请债权人自本公告之日起四十五日内向本公司申报债权，逾期视为放弃。联系人及联系电话详见登记机关备案信息，原证件编号作废，声明人承担一切法律责任。本公司经股东会决议，依法办理相关事项，特此公告。请债权人自本公告之日起四十五日内向本公司申报债权，逾期视为放弃。联系人及联系电话详见登记机关备案信息，原证件编号作废，声明人承担一切法律责任。本公司经股东会决议，依法办理相关事项，特此公告。请债权人自本公告之日起四十五日内向本公司申报债权，逾期视为放弃。联系人及联系电话详见登记机关备案信息，原证件编号作废，声明人承担一切法律责任。: [32, 236, 103, 356]
- notice-text: 本公司经股东会决议，依法办理相关事项，特此公告。请债权人自本公告之日起四十五日内向本公司申报债权，逾期视为放弃。联系人及联系电话详见登记机关备案信息，原证件编号作废，声明人承担一切法律责任。本公司经股东会决议，依法办理相关事项，特此公告。请债权人自本公告之日起四十五日内向本公司申报债权，逾期视为放弃。联系人及联系电话详见登记机关备案信息，原证件编号作废，声明人承担一切法律责任。本公司经股东会决议，依法办理相关事项，特此公告。请债权人自本公告之日起四十五日内向本公司申报债权，逾期视为放弃。联系人及联系电话详见登记机关备案信息，原证件编号作废，声明人承担一切法律责任。本公司经股东会决议，依法办理相关事项，特此公告。请债权人自本公告之日起四十五日内向本公司申报债权，逾期视为放弃。联系人及联系电话详见登记机关备案信息，原证件编号作废，声明人承担一切法律责任。本公司经股东会决议，依法办理相关事项，特此公告。请债权人自本公告之日起四十五日内向本公司申报债权，逾期视为放弃。联系人及联系电话详见登记机关备案信息，原证件编号作废，声明人承担一切法律责任。: [121, 99, 192, 201]
- notice-text: 本公司经股东会决议，依法办理相关事项，特此公告。请债权人自本公告之日起四十五日内向本公司申报债权，逾期视为放弃。联系人及联系电话详见登记机关备案信息，原证件编号作废，声明人承担一切法律责任。本公司经股东会决议，依法办理相关事项，特此公告。请债权人自本公告之日起四十五日内向本公司申报债权，逾期视为放弃。联系人及联系电话详见登记机关备案信息，原证件编号作废，声明人承担一切法律责任。本公司经股东会决议，依法办理相关事项，特此公告。请债权人自本公告之日起四十五日内向本公司申报债权，逾期视为放弃。联系人及联系电话详见登记机关备案信息，原证件编号作废，声明人承担一切法律责任。本公司经股东会决议，依法办理相关事项，特此公告。请债权人自本公告之日起四十五日内向本公司申报债权，逾期视为放弃。联系人及联系电话详见登记机关备案信息，原证件编号作废，声明人承担一切法律责任。本公司经股东会决议，依法办理相关事项，特此公告。请债权人自本公告之日起四十五日内向本公司申报债权，逾期视为放弃。联系人及联系电话详见登记机关备案信息，原证件编号作废，声明人承担一切法律责任。本公司经股东会决议，依法办理相关事项，特此公告。请债权人自本公告之日起四十五日内向本公司申报债权，逾期视为放弃。联系人及联系电话详见登记机关备案信息，原证件编号作废，声明人承担一切法律责任。: [291, 974, 363, 1093]
- notice-text: 本公司经股东会决议，依法办理相关事项，特此公告。请债权人自本公告之日起四十五日内向本公司申报债权，逾期视为放弃。联系人及联系电话详见登记机关备案信息，原证件编号作废，声明人承担一切法律责任。本公司经股东会决议，依法办理相关事项，特此公告。请债权人自本公告之日起四十五日内向本公司申报债权，逾期视为放弃。联系人及联系电话详见登记机关备案信息，原证件编号作废，声明人承担一切法律责任。本公司经股东会决议，依法办理相关事项，特此公告。请债权人自本公告之日起四十五日内向本公司申报债权，逾期视为放弃。联系人及联系电话详见登记机关备案信息，原证件编号作废，声明人承担一切法律责任。: [207, 974, 279, 1034]
- notice-title: 清算公告: [235, 531, 251, 537]
- notice-item: [291, 832, 363, 878]
- notice-column-3: [203, 78, 283, 1141]
- notice-title: 减资公告: [148, 464, 165, 470]
- notice-title: 声明: [323, 968, 331, 974]
- notice-item: [207, 599, 279, 705]
- footer-notice-title: 遗失声明: [148, 1109, 165, 1115]
- notice-item: [32, 95, 103, 141]
- notice-item: [32, 143, 103, 230]
- notice-text: 本公司经股东会决议，依法办理相关事项，特此公告。请债权人自本公告之日起四十五日内向本公司申报债权，逾期视为放弃。联系人及联系电话详见登记机关备案信息，原证件编号作废，声明人承担一切法律责任。本公司经股东会决议，依法办理相关事项，特此公告。请债权人自本公告之日起四十五日内向本公司申报债权，逾期视为放弃。联系人及联系电话详见登记机关备案信息，原证件编号作废，声明人承担一切法律责任。: [291, 399, 363, 441]
- notice-item: [121, 532, 192, 638]
- notice-title: 清算公告: [59, 531, 76, 537]
